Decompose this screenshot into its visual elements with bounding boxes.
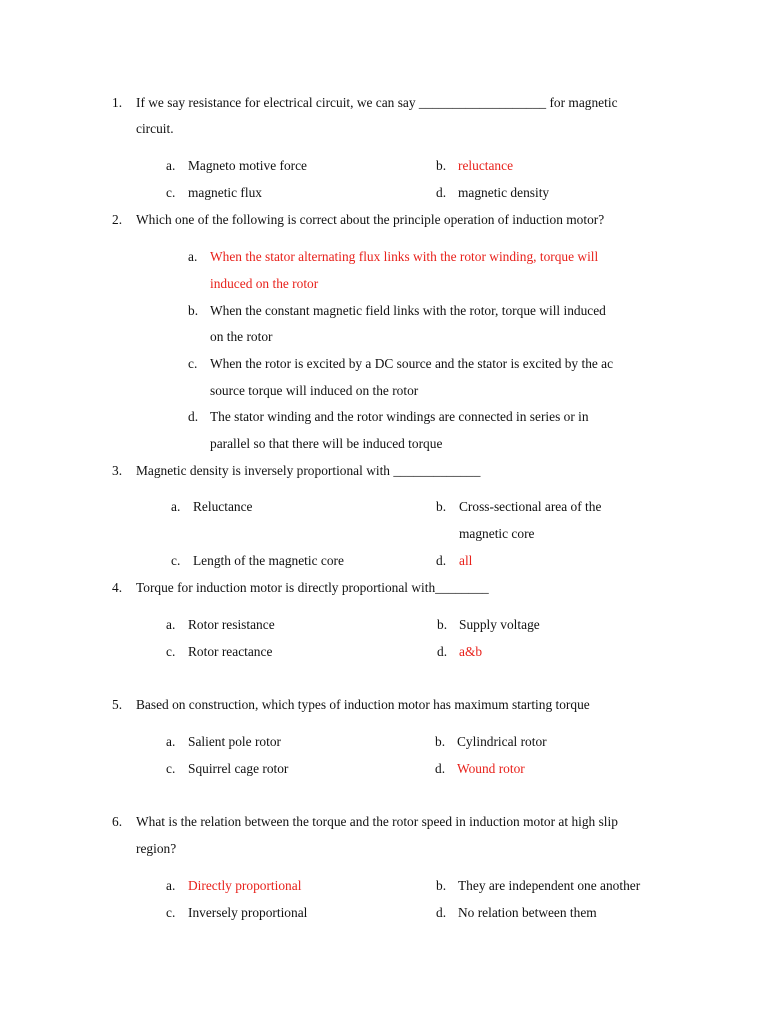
option-letter: b. <box>436 499 447 514</box>
question-text: Which one of the following is correct about the principle operation of induction motor? <box>136 212 605 227</box>
option-text-correct: a&b <box>459 644 483 659</box>
option-letter: c. <box>188 356 198 371</box>
option-letter: c. <box>166 761 176 776</box>
option-letter: a. <box>188 249 198 264</box>
option-letter: d. <box>436 185 447 200</box>
option-text-correct: Directly proportional <box>188 878 302 893</box>
option-text: Length of the magnetic core <box>193 553 344 568</box>
option-text: Salient pole rotor <box>188 734 281 749</box>
option-text: No relation between them <box>458 905 597 920</box>
option-letter: a. <box>166 617 176 632</box>
question-text: Based on construction, which types of induction motor has maximum starting torque <box>136 697 590 712</box>
option-letter: d. <box>436 905 447 920</box>
option-text: Rotor reactance <box>188 644 273 659</box>
question-number: 5. <box>112 697 123 712</box>
question-text: region? <box>136 841 177 856</box>
question-text: If we say resistance for electrical circuit, we can say ___________________ for magnetic <box>136 95 618 110</box>
question-text: Torque for induction motor is directly proportional with________ <box>136 580 489 595</box>
question-number: 6. <box>112 814 123 829</box>
option-letter: d. <box>437 644 448 659</box>
option-letter: b. <box>435 734 446 749</box>
option-text: source torque will induced on the rotor <box>210 383 419 398</box>
question-number: 1. <box>112 95 123 110</box>
option-text: When the constant magnetic field links with the rotor, torque will induced <box>210 303 606 318</box>
question-text: Magnetic density is inversely proportional with _____________ <box>136 463 481 478</box>
option-text: When the rotor is excited by a DC source and the stator is excited by the ac <box>210 356 614 371</box>
option-letter: c. <box>166 905 176 920</box>
option-text-correct: all <box>459 553 473 568</box>
option-text: Cross-sectional area of the <box>459 499 602 514</box>
option-text: Rotor resistance <box>188 617 275 632</box>
option-letter: d. <box>435 761 446 776</box>
question-number: 4. <box>112 580 123 595</box>
question-number: 3. <box>112 463 123 478</box>
option-text: Cylindrical rotor <box>457 734 547 749</box>
option-letter: a. <box>166 734 176 749</box>
option-letter: c. <box>166 185 176 200</box>
question-text: circuit. <box>136 121 174 136</box>
option-letter: b. <box>436 878 447 893</box>
option-text: parallel so that there will be induced torque <box>210 436 443 451</box>
option-text: magnetic core <box>459 526 535 541</box>
option-text-correct: induced on the rotor <box>210 276 319 291</box>
option-letter: b. <box>188 303 199 318</box>
option-letter: c. <box>171 553 181 568</box>
option-text: magnetic density <box>458 185 550 200</box>
option-letter: a. <box>166 878 176 893</box>
option-letter: b. <box>436 158 447 173</box>
option-text: on the rotor <box>210 329 273 344</box>
option-text: magnetic flux <box>188 185 262 200</box>
option-letter: c. <box>166 644 176 659</box>
option-text: Reluctance <box>193 499 253 514</box>
option-letter: b. <box>437 617 448 632</box>
option-text: Magneto motive force <box>188 158 307 173</box>
option-text-correct: When the stator alternating flux links with the rotor winding, torque will <box>210 249 599 264</box>
option-text-correct: Wound rotor <box>457 761 525 776</box>
option-letter: d. <box>436 553 447 568</box>
option-text: Squirrel cage rotor <box>188 761 289 776</box>
question-text: What is the relation between the torque and the rotor speed in induction motor at high slip <box>136 814 618 829</box>
question-number: 2. <box>112 212 123 227</box>
option-text-correct: reluctance <box>458 158 514 173</box>
option-text: Supply voltage <box>459 617 540 632</box>
option-letter: a. <box>171 499 181 514</box>
option-text: Inversely proportional <box>188 905 308 920</box>
option-letter: a. <box>166 158 176 173</box>
option-letter: d. <box>188 409 199 424</box>
option-text: The stator winding and the rotor windings are connected in series or in <box>210 409 589 424</box>
option-text: They are independent one another <box>458 878 641 893</box>
